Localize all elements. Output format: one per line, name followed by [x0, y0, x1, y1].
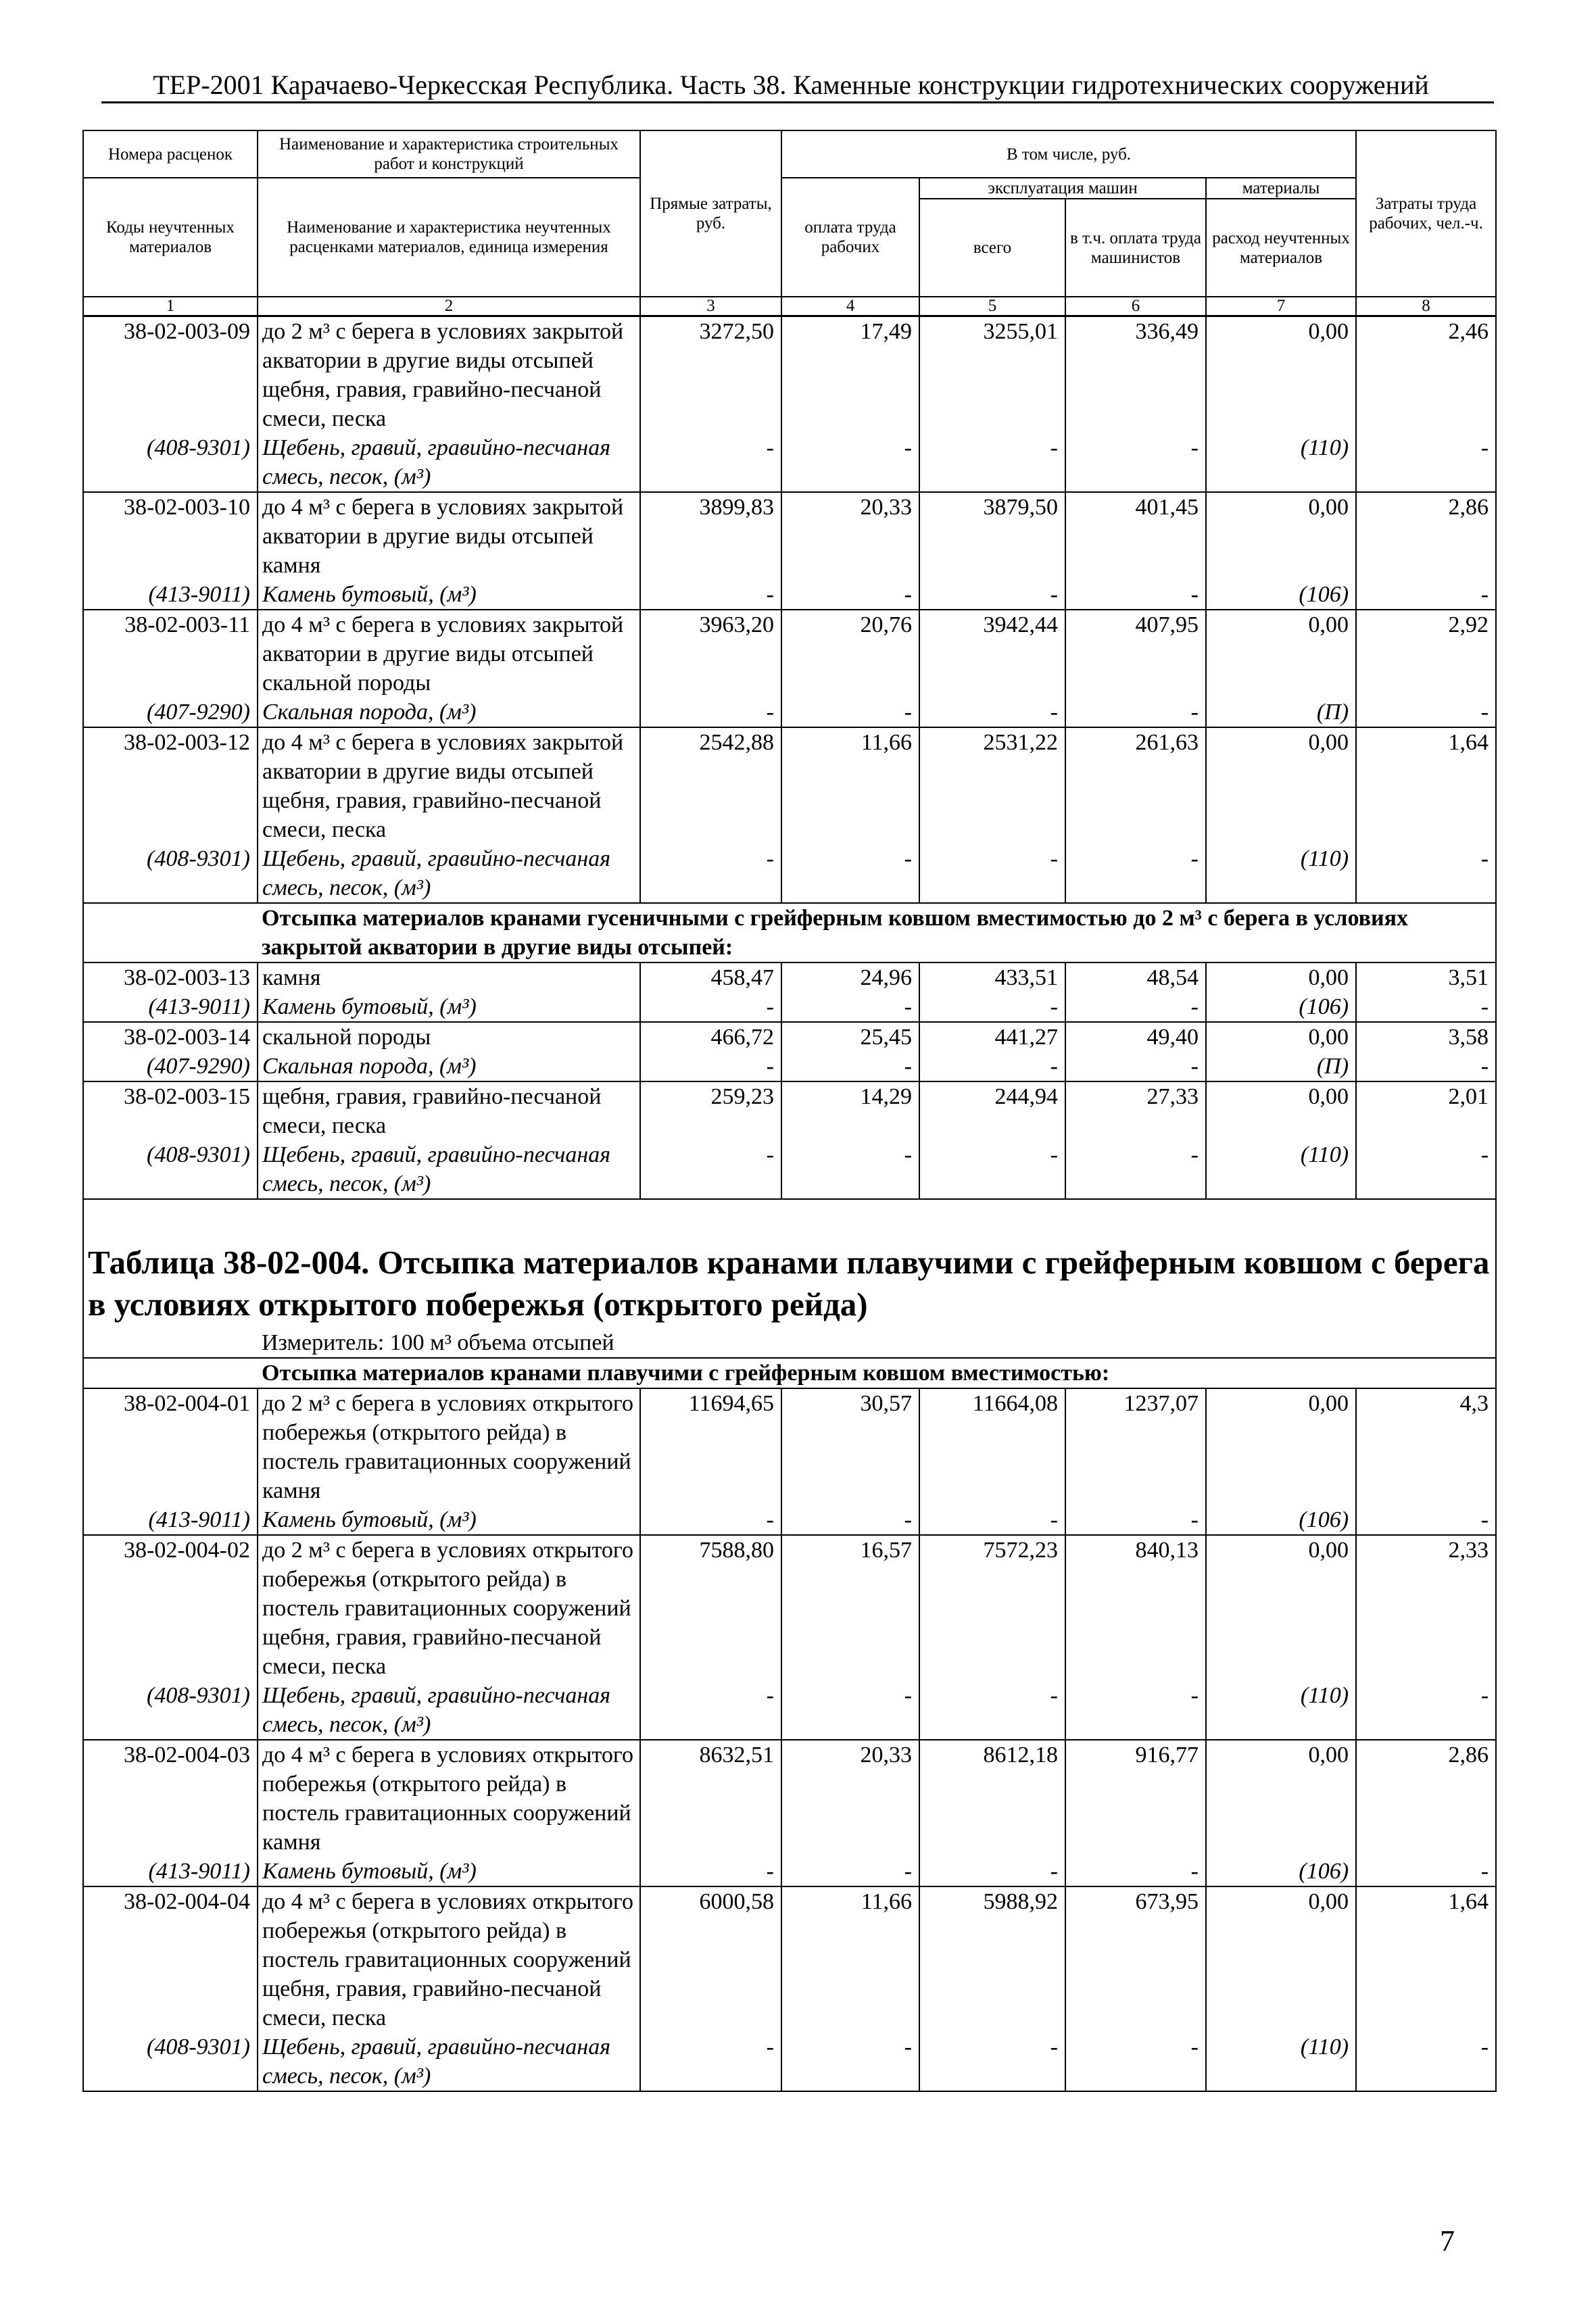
material-qty: (106) [1206, 1857, 1356, 1886]
table-title: Таблица 38-02-004. Отсыпка материалов кранами плавучими с грейферным ковшом с берега в условиях открытого побережья (открытого рейда) [83, 1240, 1496, 1328]
machinist-wage: 261,63 [1065, 727, 1206, 844]
material-name: Камень бутовый, (м³) [258, 580, 640, 610]
material-cost: 0,00 [1206, 727, 1356, 844]
dash: - [919, 1505, 1065, 1535]
section-row [83, 903, 1496, 962]
rate-code: 38-02-004-01 [83, 1388, 258, 1505]
machinist-wage: 840,13 [1065, 1535, 1206, 1681]
material-qty: (110) [1206, 2032, 1356, 2091]
column-number: 8 [1356, 297, 1496, 316]
direct-cost: 2542,88 [640, 727, 781, 844]
material-name: Щебень, гравий, гравийно-песчаная смесь, песок, (м³) [258, 844, 640, 903]
table-row [83, 1081, 1496, 1140]
dash: - [640, 844, 781, 903]
rate-code: 38-02-003-09 [83, 316, 258, 434]
table-row [83, 610, 1496, 698]
dash: - [781, 433, 919, 492]
dash: - [781, 2032, 919, 2091]
labor-cost: 3,51 [1356, 962, 1496, 992]
section-row [83, 1358, 1496, 1388]
section-title: Отсыпка материалов кранами гусеничными с грейферным ковшом вместимостью до 2 м³ с берега в условиях закрытой акватории в другие виды отсыпей: [258, 903, 1496, 962]
page-header: ТЕР-2001 Карачаево-Черкесская Республика. Часть 38. Каменные конструкции гидротехнических сооружений [153, 70, 1429, 100]
material-code: (413-9011) [83, 1857, 258, 1886]
dash: - [919, 580, 1065, 610]
header-codes: Номера расценок [83, 130, 258, 178]
dash: - [919, 698, 1065, 727]
wage-cost: 30,57 [781, 1388, 919, 1505]
dash: - [1065, 1140, 1206, 1199]
column-number: 1 [83, 297, 258, 316]
material-name: Щебень, гравий, гравийно-песчаная смесь, песок, (м³) [258, 1681, 640, 1740]
dash: - [640, 1052, 781, 1081]
direct-cost: 11694,65 [640, 1388, 781, 1505]
material-cost: 0,00 [1206, 610, 1356, 698]
table-row [83, 727, 1496, 844]
dash: - [1065, 580, 1206, 610]
table-row [83, 316, 1496, 434]
header-direct-costs: Прямые затраты, руб. [640, 130, 781, 297]
labor-cost: 1,64 [1356, 727, 1496, 844]
column-number: 4 [781, 297, 919, 316]
machinist-wage: 336,49 [1065, 316, 1206, 434]
work-name: до 4 м³ с берега в условиях закрытой акватории в другие виды отсыпей скальной породы [258, 610, 640, 698]
work-name: до 2 м³ с берега в условиях закрытой акватории в другие виды отсыпей щебня, гравия, гравийно-песчаной смеси, песка [258, 316, 640, 434]
header-work-name: Наименование и характеристика строительных работ и конструкций [258, 130, 640, 178]
column-number: 5 [919, 297, 1065, 316]
header-wage: оплата труда рабочих [781, 178, 919, 297]
work-name: до 2 м³ с берега в условиях открытого побережья (открытого рейда) в постель гравитационных сооружений щебня, гравия, гравийно-песчаной смеси, песка [258, 1535, 640, 1681]
direct-cost: 8632,51 [640, 1740, 781, 1857]
material-code: (408-9301) [83, 1681, 258, 1740]
wage-cost: 17,49 [781, 316, 919, 434]
material-cost: 0,00 [1206, 962, 1356, 992]
material-cost: 0,00 [1206, 316, 1356, 434]
material-name: Щебень, гравий, гравийно-песчаная смесь, песок, (м³) [258, 2032, 640, 2091]
rate-code: 38-02-003-11 [83, 610, 258, 698]
wage-cost: 20,33 [781, 1740, 919, 1857]
material-qty: (110) [1206, 433, 1356, 492]
table-row [83, 1886, 1496, 2032]
dash: - [781, 698, 919, 727]
work-name: до 4 м³ с берега в условиях открытого побережья (открытого рейда) в постель гравитационных сооружений щебня, гравия, гравийно-песчаной смеси, песка [258, 1886, 640, 2032]
material-code: (407-9290) [83, 698, 258, 727]
wage-cost: 11,66 [781, 1886, 919, 2032]
work-name: до 4 м³ с берега в условиях открытого побережья (открытого рейда) в постель гравитационных сооружений камня [258, 1740, 640, 1857]
page-number: 7 [1440, 2224, 1455, 2258]
machinist-wage: 48,54 [1065, 962, 1206, 992]
dash: - [1065, 2032, 1206, 2091]
material-code: (407-9290) [83, 1052, 258, 1081]
dash: - [919, 2032, 1065, 2091]
dash: - [781, 1505, 919, 1535]
dash: - [919, 844, 1065, 903]
machine-cost: 7572,23 [919, 1535, 1065, 1681]
machinist-wage: 1237,07 [1065, 1388, 1206, 1505]
direct-cost: 3899,83 [640, 492, 781, 580]
dash: - [781, 1140, 919, 1199]
dash: - [1065, 1857, 1206, 1886]
spacer [83, 1199, 258, 1240]
rate-code: 38-02-003-12 [83, 727, 258, 844]
material-row [83, 1857, 1496, 1886]
dash: - [919, 1681, 1065, 1740]
material-row [83, 580, 1496, 610]
material-code: (413-9011) [83, 1505, 258, 1535]
dash: - [1356, 433, 1496, 492]
dash: - [919, 1140, 1065, 1199]
dash: - [640, 1857, 781, 1886]
dash: - [919, 992, 1065, 1022]
dash: - [640, 1505, 781, 1535]
dash: - [781, 1052, 919, 1081]
material-row [83, 698, 1496, 727]
labor-cost: 2,46 [1356, 316, 1496, 434]
dash: - [640, 433, 781, 492]
table-title-row [83, 1240, 1496, 1328]
machine-cost: 5988,92 [919, 1886, 1065, 2032]
material-row [83, 844, 1496, 903]
dash: - [1065, 698, 1206, 727]
rate-code: 38-02-004-03 [83, 1740, 258, 1857]
rate-code: 38-02-003-13 [83, 962, 258, 992]
wage-cost: 20,33 [781, 492, 919, 580]
machinist-wage: 407,95 [1065, 610, 1206, 698]
dash: - [781, 1857, 919, 1886]
machine-cost: 8612,18 [919, 1740, 1065, 1857]
table-row [83, 1740, 1496, 1857]
dash: - [781, 1681, 919, 1740]
measure-row [83, 1328, 1496, 1358]
material-qty: (106) [1206, 580, 1356, 610]
dash: - [1356, 1857, 1496, 1886]
direct-cost: 7588,80 [640, 1535, 781, 1681]
material-code: (408-9301) [83, 433, 258, 492]
header-materials: материалы [1206, 178, 1356, 199]
material-qty: (П) [1206, 698, 1356, 727]
material-row [83, 1052, 1496, 1081]
material-cost: 0,00 [1206, 1388, 1356, 1505]
dash: - [1356, 992, 1496, 1022]
material-code: (408-9301) [83, 2032, 258, 2091]
rate-code: 38-02-004-02 [83, 1535, 258, 1681]
work-name: до 2 м³ с берега в условиях открытого побережья (открытого рейда) в постель гравитационных сооружений камня [258, 1388, 640, 1505]
rate-code: 38-02-004-04 [83, 1886, 258, 2032]
dash: - [640, 1140, 781, 1199]
material-name: Скальная порода, (м³) [258, 698, 640, 727]
material-cost: 0,00 [1206, 1886, 1356, 2032]
wage-cost: 14,29 [781, 1081, 919, 1140]
material-name: Щебень, гравий, гравийно-песчаная смесь, песок, (м³) [258, 433, 640, 492]
dash: - [781, 844, 919, 903]
header-including: В том числе, руб. [781, 130, 1356, 178]
work-name: щебня, гравия, гравийно-песчаной смеси, песка [258, 1081, 640, 1140]
direct-cost: 6000,58 [640, 1886, 781, 2032]
labor-cost: 2,86 [1356, 492, 1496, 580]
table-row [83, 1535, 1496, 1681]
machinist-wage: 27,33 [1065, 1081, 1206, 1140]
header-machines-total: всего [919, 199, 1065, 297]
direct-cost: 3272,50 [640, 316, 781, 434]
wage-cost: 11,66 [781, 727, 919, 844]
material-cost: 0,00 [1206, 492, 1356, 580]
dash: - [781, 992, 919, 1022]
material-qty: (П) [1206, 1052, 1356, 1081]
dash: - [1356, 698, 1496, 727]
wage-cost: 24,96 [781, 962, 919, 992]
dash: - [919, 1857, 1065, 1886]
labor-cost: 2,86 [1356, 1740, 1496, 1857]
column-number: 3 [640, 297, 781, 316]
machine-cost: 244,94 [919, 1081, 1065, 1140]
table-row [83, 492, 1496, 580]
rate-code: 38-02-003-15 [83, 1081, 258, 1140]
dash: - [1065, 992, 1206, 1022]
dash: - [1356, 2032, 1496, 2091]
dash: - [1356, 1140, 1496, 1199]
dash: - [1356, 1505, 1496, 1535]
material-qty: (110) [1206, 1140, 1356, 1199]
labor-cost: 2,01 [1356, 1081, 1496, 1140]
dash: - [640, 580, 781, 610]
machine-cost: 441,27 [919, 1022, 1065, 1052]
material-qty: (106) [1206, 992, 1356, 1022]
column-number: 7 [1206, 297, 1356, 316]
work-name: до 4 м³ с берега в условиях закрытой акватории в другие виды отсыпей камня [258, 492, 640, 580]
column-number: 6 [1065, 297, 1206, 316]
header-labor: Затраты труда рабочих, чел.-ч. [1356, 130, 1496, 297]
dash: - [640, 2032, 781, 2091]
machine-cost: 2531,22 [919, 727, 1065, 844]
labor-cost: 4,3 [1356, 1388, 1496, 1505]
direct-cost: 259,23 [640, 1081, 781, 1140]
header-material-use: расход неучтенных материалов [1206, 199, 1356, 297]
rate-code: 38-02-003-10 [83, 492, 258, 580]
machine-cost: 3255,01 [919, 316, 1065, 434]
work-name: до 4 м³ с берега в условиях закрытой акватории в другие виды отсыпей щебня, гравия, гравийно-песчаной смеси, песка [258, 727, 640, 844]
material-name: Камень бутовый, (м³) [258, 992, 640, 1022]
machine-cost: 3942,44 [919, 610, 1065, 698]
wage-cost: 20,76 [781, 610, 919, 698]
material-code: (413-9011) [83, 580, 258, 610]
header-material-name: Наименование и характеристика неучтенных расценками материалов, единица измерения [258, 178, 640, 297]
dash: - [1065, 1052, 1206, 1081]
dash: - [919, 1052, 1065, 1081]
dash: - [640, 698, 781, 727]
header-material-codes: Коды неучтенных материалов [83, 178, 258, 297]
direct-cost: 3963,20 [640, 610, 781, 698]
rates-table [82, 130, 1497, 2092]
material-name: Щебень, гравий, гравийно-песчаная смесь, песок, (м³) [258, 1140, 640, 1199]
material-name: Скальная порода, (м³) [258, 1052, 640, 1081]
dash: - [781, 580, 919, 610]
dash: - [1065, 433, 1206, 492]
material-qty: (110) [1206, 844, 1356, 903]
material-code: (408-9301) [83, 844, 258, 903]
header-rule [101, 101, 1494, 103]
table-row [83, 1022, 1496, 1052]
measure-text: Измеритель: 100 м³ объема отсыпей [258, 1328, 1496, 1358]
section-title: Отсыпка материалов кранами плавучими с грейферным ковшом вместимостью: [258, 1358, 1496, 1388]
labor-cost: 1,64 [1356, 1886, 1496, 2032]
machine-cost: 3879,50 [919, 492, 1065, 580]
dash: - [1065, 1505, 1206, 1535]
material-qty: (106) [1206, 1505, 1356, 1535]
work-name: скальной породы [258, 1022, 640, 1052]
wage-cost: 25,45 [781, 1022, 919, 1052]
table-row [83, 1388, 1496, 1505]
dash: - [1065, 1681, 1206, 1740]
dash: - [1356, 1681, 1496, 1740]
header-machines: эксплуатация машин [919, 178, 1206, 199]
work-name: камня [258, 962, 640, 992]
wage-cost: 16,57 [781, 1535, 919, 1681]
direct-cost: 466,72 [640, 1022, 781, 1052]
machinist-wage: 401,45 [1065, 492, 1206, 580]
table-row [83, 962, 1496, 992]
material-row [83, 992, 1496, 1022]
material-row [83, 433, 1496, 492]
machine-cost: 433,51 [919, 962, 1065, 992]
material-cost: 0,00 [1206, 1081, 1356, 1140]
dash: - [1356, 1052, 1496, 1081]
material-row [83, 1505, 1496, 1535]
material-cost: 0,00 [1206, 1535, 1356, 1681]
machinist-wage: 49,40 [1065, 1022, 1206, 1052]
machinist-wage: 916,77 [1065, 1740, 1206, 1857]
labor-cost: 2,92 [1356, 610, 1496, 698]
labor-cost: 2,33 [1356, 1535, 1496, 1681]
rate-code: 38-02-003-14 [83, 1022, 258, 1052]
material-row [83, 1140, 1496, 1199]
material-row [83, 2032, 1496, 2091]
dash: - [919, 433, 1065, 492]
material-row [83, 1681, 1496, 1740]
material-name: Камень бутовый, (м³) [258, 1857, 640, 1886]
machinist-wage: 673,95 [1065, 1886, 1206, 2032]
material-cost: 0,00 [1206, 1740, 1356, 1857]
material-code: (408-9301) [83, 1140, 258, 1199]
dash: - [640, 1681, 781, 1740]
material-code: (413-9011) [83, 992, 258, 1022]
material-name: Камень бутовый, (м³) [258, 1505, 640, 1535]
material-qty: (110) [1206, 1681, 1356, 1740]
direct-cost: 458,47 [640, 962, 781, 992]
labor-cost: 3,58 [1356, 1022, 1496, 1052]
header-machinist-wage: в т.ч. оплата труда машинистов [1065, 199, 1206, 297]
dash: - [1356, 844, 1496, 903]
dash: - [640, 992, 781, 1022]
column-number: 2 [258, 297, 640, 316]
machine-cost: 11664,08 [919, 1388, 1065, 1505]
dash: - [1065, 844, 1206, 903]
material-cost: 0,00 [1206, 1022, 1356, 1052]
dash: - [1356, 580, 1496, 610]
